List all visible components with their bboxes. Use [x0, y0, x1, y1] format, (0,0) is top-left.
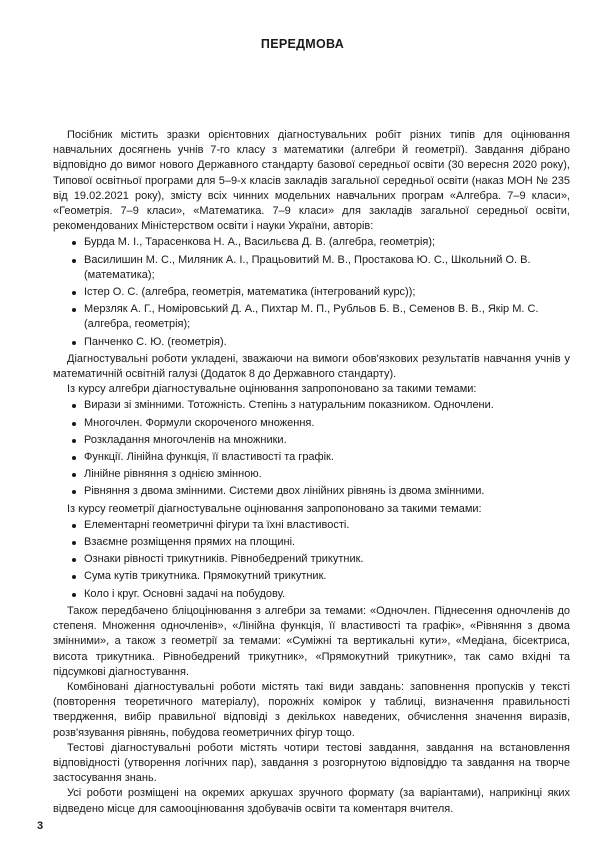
geometry-intro: Із курсу геометрії діагностувальне оцінювання запропоновано за такими темами: [67, 502, 482, 515]
list-item: Вирази зі змінними. Тотожність. Степінь з натуральним показником. Одночлени. [84, 398, 570, 413]
list-item: Многочлен. Формули скороченого множення. [84, 416, 570, 431]
page-title: ПЕРЕДМОВА [260, 37, 345, 51]
requirements-paragraph: Діагностувальні роботи укладені, зважаючи на вимоги обов'язкових результатів навчання учнів у математичній освітній галузі (Додаток 8 до Державного стандарту). [53, 352, 570, 381]
list-item: Ознаки рівності трикутників. Рівнобедрений трикутник. [84, 552, 570, 567]
document-body [53, 128, 570, 817]
list-item: Бурда М. І., Тарасенкова Н. А., Васильєва Д. В. (алгебра, геометрія); [84, 235, 570, 250]
list-item: Василишин М. С., Миляник А. І., Працьовитий М. В., Простакова Ю. С., Школьний О. В. (математика); [84, 253, 570, 283]
page-number: 3 [37, 820, 44, 832]
geometry-topics-list [53, 518, 570, 602]
list-item: Рівняння з двома змінними. Системи двох лінійних рівнянь із двома змінними. [84, 484, 570, 499]
list-item: Взаємне розміщення прямих на площині. [84, 535, 570, 550]
combined-works-paragraph: Комбіновані діагностувальні роботи містять такі види завдань: заповнення пропусків у тексті (повторення теоретичного матеріалу), порожніх комірок у таблиці, визначення правильності твердження, вибір правильної відповіді з декількох наведених, обчислення значення виразів, розв'язування рівнянь, побудова геометричних фігур тощо. [53, 680, 570, 739]
list-item: Мерзляк А. Г., Номіровський Д. А., Пихтар М. П., Рубльов Б. В., Семенов В. В., Якір М. С. (алгебра, геометрія); [84, 302, 570, 332]
list-item: Сума кутів трикутника. Прямокутний трикутник. [84, 569, 570, 584]
list-item: Коло і круг. Основні задачі на побудову. [84, 587, 570, 602]
format-paragraph: Усі роботи розміщені на окремих аркушах зручного формату (за варіантами), наприкінці яких відведено місце для самооцінювання здобувачів освіти та коментаря вчителя. [53, 787, 570, 815]
list-item: Істер О. С. (алгебра, геометрія, математика (інтегрований курс)); [84, 285, 570, 300]
test-works-paragraph: Тестові діагностувальні роботи містять чотири тестові завдання, завдання на встановлення відповідності (утворення логічних пар), завдання з розгорнутою відповіддю та завдання на творче застосування знань. [53, 741, 570, 785]
list-item: Лінійне рівняння з однією змінною. [84, 467, 570, 482]
list-item: Розкладання многочленів на множники. [84, 433, 570, 448]
algebra-intro: Із курсу алгебри діагностувальне оцінювання запропоновано за такими темами: [67, 383, 477, 396]
intro-paragraph: Посібник містить зразки орієнтовних діагностувальних робіт різних типів для оцінювання навчальних досягнень учнів 7-го класу з математики (алгебри й геометрії). Завдання дібрано відповідно до вимог нового Державного стандарту базової середньої освіти (30 вересня 2020 року), Типової освітньої програми для 5–9-х класів закладів загальної середньої освіти (наказ МОН № 235 від 19.02.2021 року), змісту всіх чинних модельних навчальних програм «Алгебра. 7–9 класи», «Геометрія. 7–9 класи», «Математика. 7–9 класи» для закладів загальної середньої освіти, рекомендованих Міністерством освіти і науки України, авторів: [53, 129, 570, 233]
list-item: Елементарні геометричні фігури та їхні властивості. [84, 518, 570, 533]
list-item: Панченко С. Ю. (геометрія). [84, 335, 570, 350]
algebra-topics-list [53, 398, 570, 499]
list-item: Функції. Лінійна функція, її властивості та графік. [84, 450, 570, 465]
blitz-assessment-paragraph: Також передбачено бліцоцінювання з алгебри за темами: «Одночлен. Піднесення одночленів до степеня. Множення одночленів», «Лінійна функція, її властивості та графік», «Рівняння з двома змінними», а також з геометрії за темами: «Суміжні та вертикальні кути», «Медіана, бісектриса, висота трикутника. Рівнобедрений трикутник», «Прямокутний трикутник», так само вхідні та підсумкові діагностування. [53, 604, 570, 678]
authors-list [53, 235, 570, 349]
